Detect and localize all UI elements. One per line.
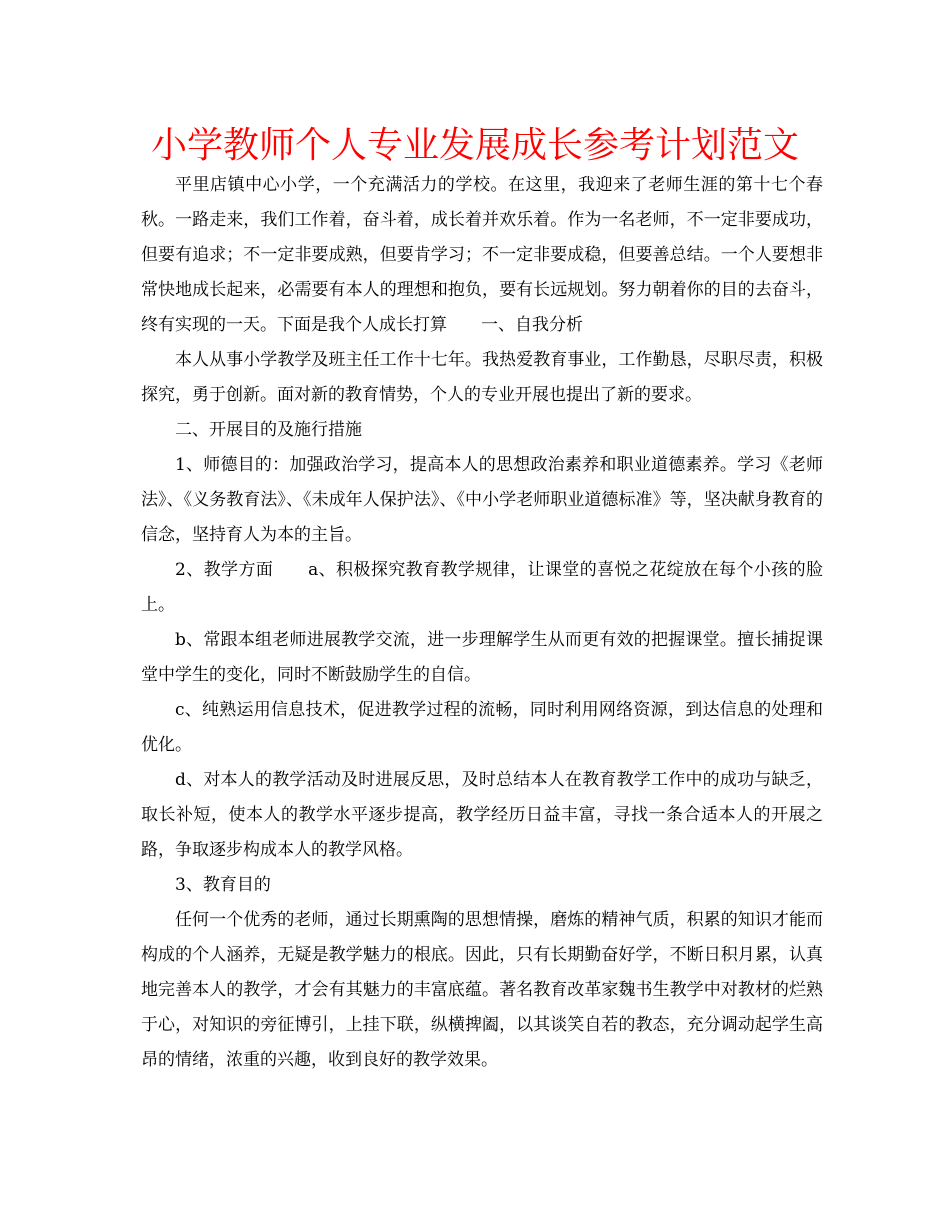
paragraph-education-goal: 任何一个优秀的老师，通过长期熏陶的思想情操，磨炼的精神气质，积累的知识才能而构成的个人涵养，无疑是教学魅力的根底。因此，只有长期勤奋好学，不断日积月累，认真地完善本人的教学，才会有其魅力的丰富底蕴。著名教育改革家魏书生教学中对教材的烂熟于心，对知识的旁征博引，上挂下联，纵横捭阖，以其谈笑自若的教态，充分调动起学生高昂的情绪，浓重的兴趣，收到良好的教学效果。 [141, 910, 823, 1070]
heading-education-goal: 3、教育目的 [175, 875, 271, 895]
paragraph-ethics-goal: 1、师德目的：加强政治学习，提高本人的思想政治素养和职业道德素养。学习《老师法》、《义务教育法》、《未成年人保护法》、《中小学老师职业道德标准》等，坚决献身教育的信念，坚持育人为本的主旨。 [141, 455, 823, 545]
paragraph-teaching-d: d、对本人的教学活动及时进展反思，及时总结本人在教育教学工作中的成功与缺乏，取长补短，使本人的教学水平逐步提高，教学经历日益丰富，寻找一条合适本人的开展之路，争取逐步构成本人的教学风格。 [141, 770, 823, 860]
paragraph-teaching-b: b、常跟本组老师进展教学交流，进一步理解学生从而更有效的把握课堂。擅长捕捉课堂中学生的变化，同时不断鼓励学生的自信。 [141, 630, 823, 685]
document-title: 小学教师个人专业发展成长参考计划范文 [150, 125, 799, 166]
paragraph-teaching-c: c、纯熟运用信息技术，促进教学过程的流畅，同时利用网络资源，到达信息的处理和优化。 [141, 700, 823, 755]
document-body [141, 168, 823, 1078]
paragraph-teaching-a: 2、教学方面 a、积极探究教育教学规律，让课堂的喜悦之花绽放在每个小孩的脸上。 [141, 560, 823, 615]
paragraph-self-analysis: 本人从事小学教学及班主任工作十七年。我热爱教育事业，工作勤恳，尽职尽责，积极探究，勇于创新。面对新的教育情势，个人的专业开展也提出了新的要求。 [141, 350, 823, 405]
heading-goals-measures: 二、开展目的及施行措施 [175, 420, 362, 440]
paragraph-intro: 平里店镇中心小学，一个充满活力的学校。在这里，我迎来了老师生涯的第十七个春秋。一路走来，我们工作着，奋斗着，成长着并欢乐着。作为一名老师，不一定非要成功，但要有追求；不一定非要成熟，但要肯学习；不一定非要成稳，但要善总结。一个人要想非常快地成长起来，必需要有本人的理想和抱负，要有长远规划。努力朝着你的目的去奋斗，终有实现的一天。下面是我个人成长打算 一、自我分析 [141, 175, 823, 335]
